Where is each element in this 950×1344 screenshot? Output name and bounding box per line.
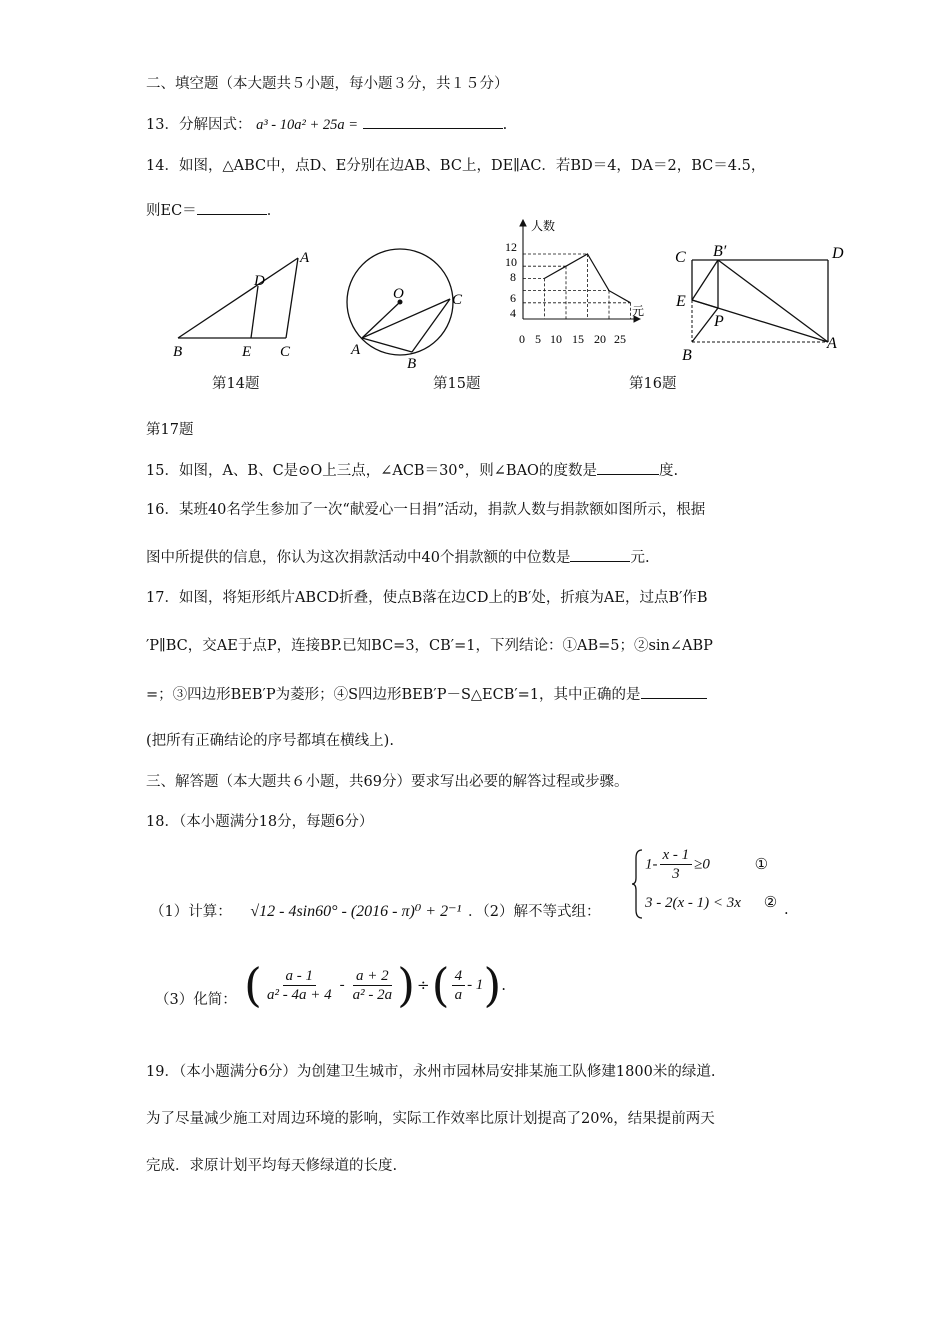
y-tick-8: 8 — [510, 270, 516, 284]
point-label-c: C — [675, 249, 686, 266]
q17-line3 — [146, 684, 707, 705]
f3-denominator: a — [454, 986, 463, 1003]
figure-16-caption: 第16题 — [629, 376, 677, 392]
q16-line2 — [146, 547, 650, 568]
x-tick-0: 0 — [519, 332, 525, 346]
point-label-b: B — [407, 356, 417, 372]
point-label-d: D — [254, 273, 265, 289]
left-paren: ( — [244, 958, 262, 1012]
f2-denominator: a² - 2a — [352, 986, 393, 1003]
figure-16-chart — [500, 215, 655, 350]
answer-blank[interactable] — [641, 684, 707, 699]
q14-line2 — [146, 200, 281, 221]
segment-de — [251, 286, 258, 338]
q19-line3: 完成．求原计划平均每天修绿道的长度. — [146, 1158, 398, 1174]
ineq1-rhs: ≥0 — [694, 856, 710, 873]
section-heading: 三、解答题（本大题共６小题，共69分）要求写出必要的解答过程或步骤。 — [146, 774, 629, 790]
q16-end: 元. — [630, 550, 650, 566]
q13-label: 13．分解因式： — [146, 117, 252, 133]
answer-blank[interactable] — [363, 114, 503, 129]
q18-part3-expr — [244, 958, 507, 1012]
minus-one: - 1 — [467, 976, 484, 993]
y-tick-12: 12 — [505, 240, 517, 254]
q18-p1-expr: √12 - 4sin60° - (2016 - π)⁰ + 2⁻¹ — [250, 903, 462, 920]
ineq1-lhs: 1- — [645, 856, 658, 873]
inequality-1 — [645, 846, 768, 883]
q18-p1-label: （1）计算： — [150, 904, 232, 920]
x-tick-10: 10 — [550, 332, 562, 346]
point-label-e: E — [242, 344, 252, 360]
point-label-b: B — [173, 344, 183, 360]
y-tick-4: 4 — [510, 306, 516, 320]
figure-14-triangle — [170, 248, 320, 363]
q14-end: ． — [266, 203, 282, 219]
f3-numerator: 4 — [452, 967, 466, 986]
inequality-2 — [645, 893, 777, 912]
question-13 — [146, 114, 507, 135]
point-label-b: B — [682, 347, 692, 364]
section-heading: 二、填空题（本大题共５小题，每小题３分，共１５分） — [146, 76, 509, 92]
x-tick-20: 20 — [594, 332, 606, 346]
x-tick-5: 5 — [535, 332, 541, 346]
q18-part2-label: ．（2）解不等式组： — [468, 904, 601, 920]
q19-line2: 为了尽量减少施工对周边环境的影响，实际工作效率比原计划提高了20%，结果提前两天 — [146, 1111, 715, 1127]
point-label-a: A — [351, 342, 361, 358]
question-15 — [146, 460, 678, 481]
segment-ao — [362, 302, 400, 338]
q13-expr: a³ - 10a² + 25a = — [256, 117, 359, 133]
segment-ba — [178, 258, 298, 338]
ineq1-denominator: 3 — [672, 866, 680, 882]
q18-part1 — [150, 902, 461, 922]
figure-15-circle — [340, 242, 475, 372]
q13-end: . — [502, 117, 508, 133]
ineq2-expr: 3 - 2(x - 1) < 3x — [645, 895, 741, 911]
point-label-a: A — [827, 335, 837, 352]
segment-eb-prime — [692, 260, 718, 300]
y-tick-10: 10 — [505, 255, 517, 269]
ineq1-numerator: x - 1 — [660, 846, 693, 865]
point-label-b-prime: B′ — [713, 243, 727, 260]
point-label-a: A — [300, 250, 310, 266]
q18-header: 18．（本小题满分18分，每题6分） — [146, 814, 374, 830]
point-label-d: D — [832, 245, 844, 262]
point-label-e: E — [676, 293, 686, 310]
f1-denominator: a² - 4a + 4 — [266, 986, 332, 1003]
minus-sign: - — [339, 976, 345, 993]
figure-14-caption: 第14题 — [212, 376, 260, 392]
q15-end: 度. — [658, 463, 679, 479]
point-label-p: P — [714, 313, 724, 330]
f1-numerator: a - 1 — [283, 967, 317, 986]
x-axis-label: 元 — [632, 304, 645, 318]
figure-17-caption: 第17题 — [146, 422, 194, 438]
q14-prompt: 则EC＝ — [146, 203, 197, 219]
f2-numerator: a + 2 — [353, 967, 392, 986]
right-paren: ) — [397, 958, 416, 1012]
point-label-c: C — [452, 292, 463, 308]
q17-line2: ′P∥BC，交AE于点P，连接BP.已知BC=3，CB′=1，下列结论：①AB=5；②sin∠ABP — [146, 638, 713, 654]
answer-blank[interactable] — [597, 460, 659, 475]
left-paren: ( — [431, 958, 450, 1012]
period: . — [501, 976, 507, 994]
q16-line1: 16．某班40名学生参加了一次“献爱心一日捐”活动，捐款人数与捐款额如图所示，根据 — [146, 502, 706, 518]
segment-ac — [286, 258, 298, 338]
q18-part3-label: （3）化简： — [155, 992, 237, 1008]
point-label-o: O — [393, 286, 404, 302]
right-paren: ) — [483, 958, 502, 1012]
y-axis-label: 人数 — [531, 219, 556, 233]
period: . — [784, 902, 789, 918]
q15-text: 15．如图，A、B、C是⊙O上三点，∠ACB＝30°，则∠BAO的度数是 — [146, 463, 597, 479]
system-brace — [630, 848, 644, 920]
q14-line1: 14．如图，△ABC中，点D、E分别在边AB、BC上，DE∥AC．若BD＝4，DA＝2，BC＝4.5， — [146, 158, 766, 174]
x-tick-15: 15 — [572, 332, 584, 346]
answer-blank[interactable] — [197, 200, 267, 215]
q17-line1: 17．如图，将矩形纸片ABCD折叠，使点B落在边CD上的B′处，折痕为AE，过点B′作B — [146, 590, 708, 606]
q16-text: 图中所提供的信息，你认为这次捐款活动中40个捐款额的中位数是 — [146, 550, 571, 566]
figure-17-rectangle — [672, 240, 852, 365]
ineq2-mark: ② — [763, 893, 778, 911]
segment-ep — [692, 300, 718, 308]
q17-line4: (把所有正确结论的序号都填在横线上). — [146, 733, 394, 749]
divide-sign: ÷ — [417, 976, 430, 994]
x-tick-25: 25 — [614, 332, 626, 346]
q17-text: =；③四边形BEB′P为菱形；④S四边形BEB′P－S△ECB′=1，其中正确的是 — [146, 687, 641, 703]
ineq1-mark: ① — [754, 854, 769, 873]
answer-blank[interactable] — [570, 547, 630, 562]
segment-b-prime-a — [718, 260, 828, 342]
figure-15-caption: 第15题 — [433, 376, 481, 392]
point-label-c: C — [280, 344, 291, 360]
y-tick-6: 6 — [510, 291, 516, 305]
q19-line1: 19．（本小题满分6分）为创建卫生城市，永州市园林局安排某施工队修建1800米的绿道. — [146, 1064, 716, 1080]
